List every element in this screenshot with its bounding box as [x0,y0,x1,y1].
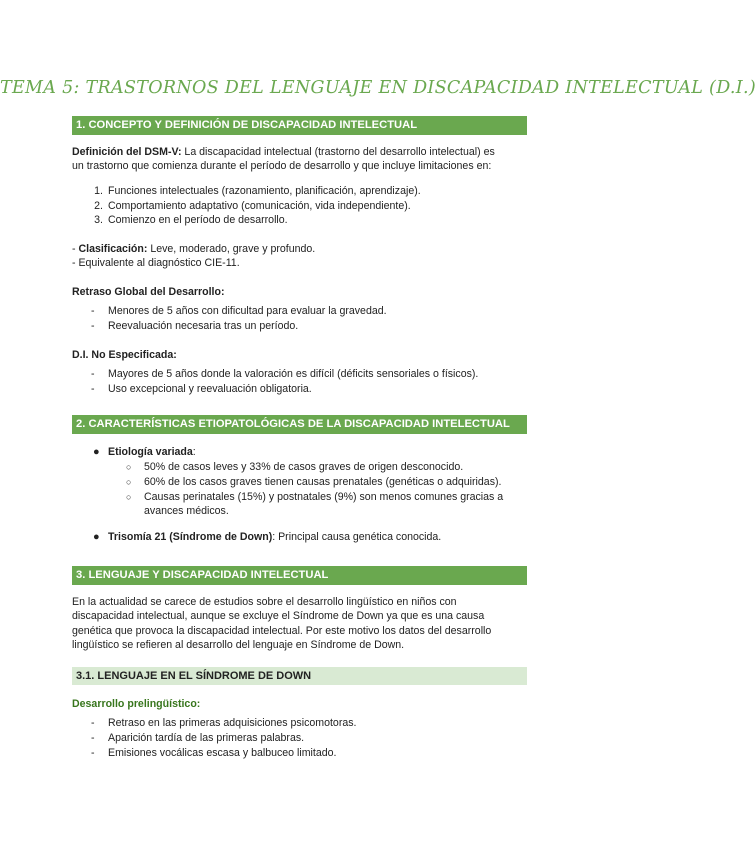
list-number: 3. [94,214,103,226]
dash-marker: - [91,320,95,332]
list-item: Comienzo en el período de desarrollo. [108,214,288,226]
list-item: Emisiones vocálicas escasa y balbuceo limitado. [108,747,337,759]
list-item: Retraso en las primeras adquisiciones psicomotoras. [108,717,357,729]
paragraph-line: genética que provoca la discapacidad intelectual. Por este motivo los datos del desarrollo [72,625,492,637]
list-number: 1. [94,185,103,197]
list-number: 2. [94,200,103,212]
dash-marker: - [91,368,95,380]
list-item: Aparición tardía de las primeras palabras. [108,732,305,744]
definition-line-2: un trastorno que comienza durante el período de desarrollo y que incluye limitaciones en: [72,160,492,172]
bullet-icon: ● [93,531,100,543]
definition-text-1: La discapacidad intelectual (trastorno del desarrollo intelectual) es [181,146,495,158]
etiologia-line: Etiología variada: [108,446,196,458]
trisomia-line [108,530,441,544]
circle-bullet-icon: ○ [126,492,132,502]
list-item: Menores de 5 años con dificultad para evaluar la gravedad. [108,305,387,317]
paragraph-line: En la actualidad se carece de estudios sobre el desarrollo lingüístico en niños con [72,596,457,608]
trisomia-label: Trisomía 21 (Síndrome de Down) [108,531,273,543]
list-item: Reevaluación necesaria tras un período. [108,320,299,332]
definition-line-1 [72,145,495,159]
page-title: TEMA 5: TRASTORNOS DEL LENGUAJE EN DISCAPACIDAD INTELECTUAL (D.I.) [0,78,756,98]
list-item: Comportamiento adaptativo (comunicación, vida independiente). [108,200,411,212]
equivalence-line: - Equivalente al diagnóstico CIE-11. [72,257,240,269]
dash-marker: - [91,732,95,744]
classification-label: Clasificación: [78,243,148,255]
classification-text: Leve, moderado, grave y profundo. [147,243,316,255]
list-item: Funciones intelectuales (razonamiento, planificación, aprendizaje). [108,185,421,197]
section-1-heading: 1. CONCEPTO Y DEFINICIÓN DE DISCAPACIDAD INTELECTUAL [72,116,527,135]
prelinguistic-heading: Desarrollo prelingüístico: [72,698,201,710]
sub-list-item: 60% de los casos graves tienen causas prenatales (genéticas o adquiridas). [144,476,502,488]
circle-bullet-icon: ○ [126,477,132,487]
trisomia-text: : Principal causa genética conocida. [272,531,442,543]
bullet-icon: ● [93,446,100,458]
paragraph-line: lingüístico se refieren al desarrollo del lenguaje en Síndrome de Down. [72,639,405,651]
list-item: Mayores de 5 años donde la valoración es difícil (déficits sensoriales o físicos). [108,368,479,380]
circle-bullet-icon: ○ [126,462,132,472]
dash-marker: - [91,305,95,317]
subsection-heading: 3.1. LENGUAJE EN EL SÍNDROME DE DOWN [72,667,527,685]
paragraph-line: discapacidad intelectual, aunque se excluye el Síndrome de Down ya que es una causa [72,610,485,622]
sub-list-item: Causas perinatales (15%) y postnatales (9%) son menos comunes gracias a [144,491,504,503]
etiologia-label: Etiología variada [108,446,193,458]
dash-marker: - [91,383,95,395]
classification-prefix: - [72,243,79,255]
dash-marker: - [91,717,95,729]
di-heading: D.I. No Especificada: [72,349,177,361]
section-2-heading: 2. CARACTERÍSTICAS ETIOPATOLÓGICAS DE LA DISCAPACIDAD INTELECTUAL [72,415,527,434]
section-3-heading: 3. LENGUAJE Y DISCAPACIDAD INTELECTUAL [72,566,527,585]
classification-line [72,242,315,256]
sub-list-item: 50% de casos leves y 33% de casos graves de origen desconocido. [144,461,464,473]
list-item: Uso excepcional y reevaluación obligatoria. [108,383,312,395]
sub-list-item-continued: avances médicos. [144,505,229,517]
retraso-heading: Retraso Global del Desarrollo: [72,286,225,298]
dash-marker: - [91,747,95,759]
definition-label: Definición del DSM-V: [72,146,182,158]
